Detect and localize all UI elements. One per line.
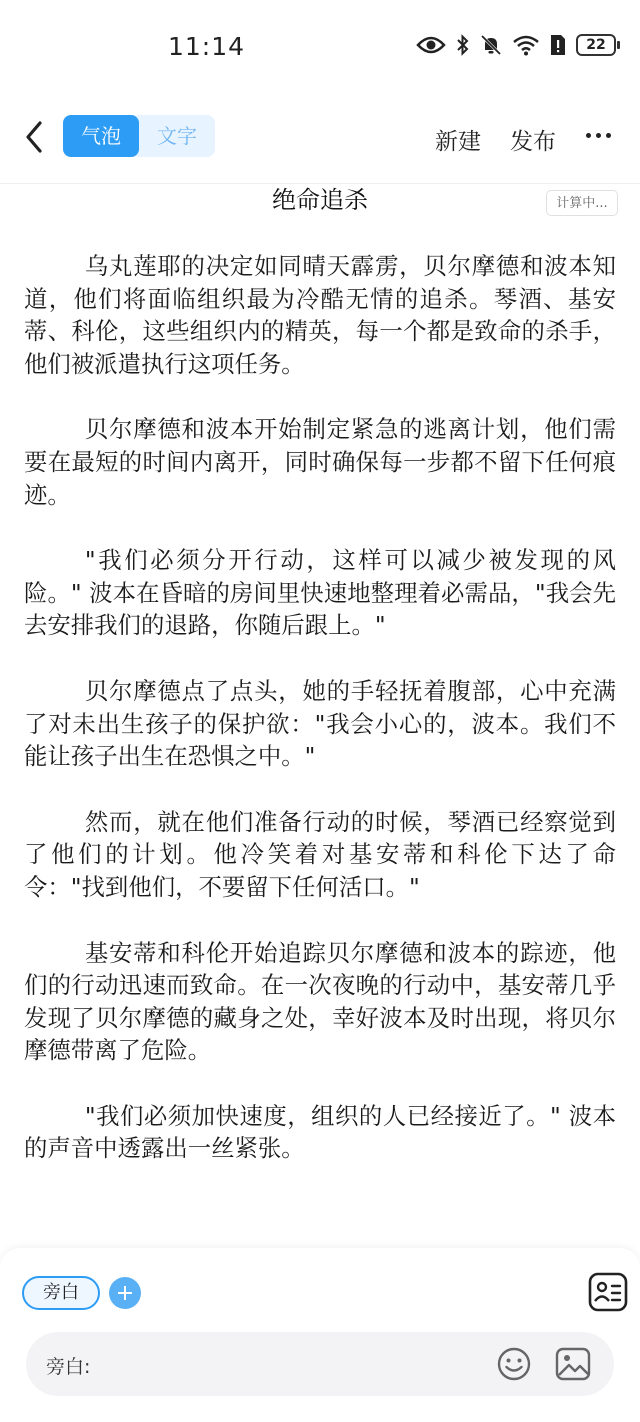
tab-text[interactable]: 文字 <box>157 124 197 148</box>
editor-header <box>0 95 640 184</box>
status-bar <box>0 0 640 95</box>
paragraph: 乌丸莲耶的决定如同晴天霹雳，贝尔摩德和波本知道，他们将面临组织最为冷酷无情的追杀。琴酒、基安蒂、科伦，这些组织内的精英，每一个都是致命的杀手，他们被派遣执行这项任务。 <box>24 252 616 378</box>
status-time: 11:14 <box>168 32 246 61</box>
emoji-icon[interactable] <box>496 1346 532 1382</box>
article-title: 绝命追杀 <box>272 186 368 214</box>
paragraph: 贝尔摩德和波本开始制定紧急的逃离计划，他们需要在最短的时间内离开，同时确保每一步都不留下任何痕迹。 <box>24 415 616 509</box>
more-icon[interactable] <box>586 133 611 138</box>
mode-switch <box>63 115 215 157</box>
input-role-label: 旁白: <box>46 1356 91 1378</box>
mute-bell-icon <box>480 34 502 56</box>
content-input[interactable] <box>26 1332 614 1396</box>
role-card-icon[interactable] <box>588 1272 628 1312</box>
image-icon[interactable] <box>554 1346 592 1382</box>
bluetooth-icon <box>456 34 470 56</box>
publish-button[interactable]: 发布 <box>510 129 556 155</box>
role-chip-narration[interactable]: 旁白 <box>22 1276 100 1310</box>
paragraph: 然而，就在他们准备行动的时候，琴酒已经察觉到了他们的计划。他冷笑着对基安蒂和科伦下达了命令："找到他们，不要留下任何活口。" <box>24 807 616 901</box>
word-count-badge: 计算中... <box>546 190 618 216</box>
wifi-icon <box>512 34 540 56</box>
new-button[interactable]: 新建 <box>435 129 481 155</box>
add-role-button[interactable] <box>109 1277 141 1309</box>
paragraph: "我们必须加快速度，组织的人已经接近了。" 波本的声音中透露出一丝紧张。 <box>24 1101 616 1163</box>
back-arrow-icon[interactable] <box>18 117 54 157</box>
tab-bubble[interactable]: 气泡 <box>63 115 139 157</box>
eye-icon <box>416 35 446 55</box>
composer-panel <box>0 1248 640 1422</box>
paragraph: 基安蒂和科伦开始追踪贝尔摩德和波本的踪迹，他们的行动迅速而致命。在一次夜晚的行动中，基安蒂几乎发现了贝尔摩德的藏身之处，幸好波本及时出现，将贝尔摩德带离了危险。 <box>24 938 616 1065</box>
sim-alert-icon <box>550 34 566 56</box>
article-body[interactable] <box>24 250 616 1198</box>
paragraph: 贝尔摩德点了点头，她的手轻抚着腹部，心中充满了对未出生孩子的保护欲："我会小心的，波本。我们不能让孩子出生在恐惧之中。" <box>24 676 616 771</box>
paragraph: "我们必须分开行动，这样可以减少被发现的风险。" 波本在昏暗的房间里快速地整理着必需品，"我会先去安排我们的退路，你随后跟上。" <box>24 546 616 640</box>
status-icons <box>416 34 616 56</box>
battery-indicator: 22 <box>576 34 616 56</box>
